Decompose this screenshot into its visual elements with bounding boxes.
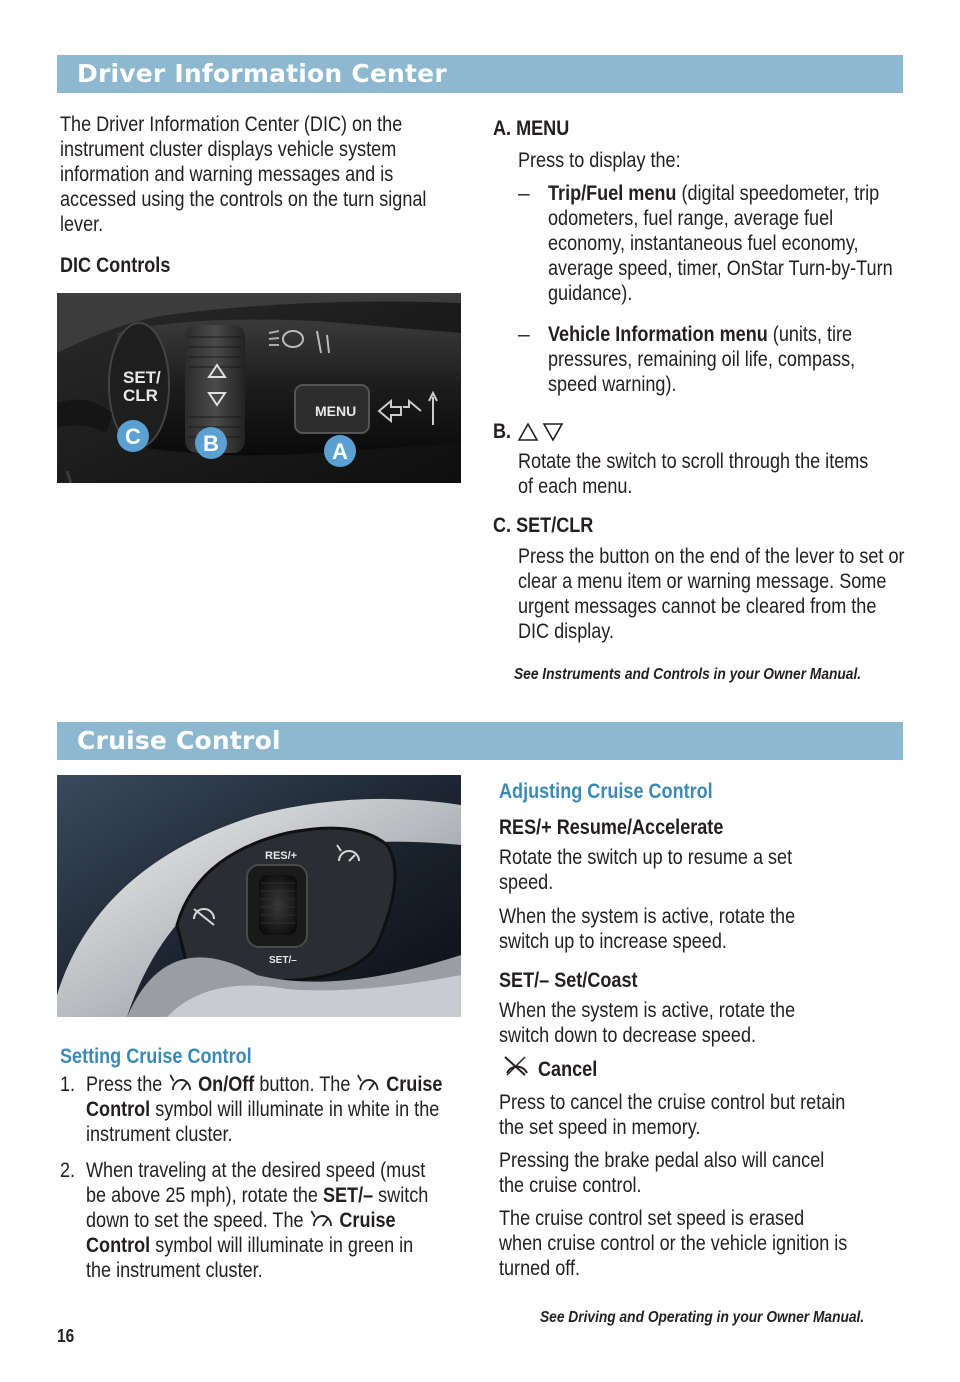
dic-section-title: Driver Information Center xyxy=(77,59,447,88)
cancel-heading: Cancel xyxy=(538,1058,598,1081)
cancel-text-3: The cruise control set speed is erased when cruise control or the vehicle ignition is turned off. xyxy=(499,1207,848,1280)
set-coast-heading: SET/– Set/Coast xyxy=(499,969,638,992)
step-2-text: When traveling at the desired speed (must be above 25 mph), rotate the SET/– switch down to set the speed. The Cruise Control symbol will illuminate in green in the instrument cluster. xyxy=(86,1159,429,1282)
c-label: C. SET/CLR xyxy=(493,514,594,537)
vehicle-info-item: Vehicle Information menu (units, tire pressures, remaining oil life, compass, speed warning). xyxy=(548,323,856,396)
step-1-text: Press the On/Off button. The Cruise Control symbol will illuminate in white in the instrument cluster. xyxy=(86,1073,443,1146)
dic-see-manual: See Instruments and Controls in your Owner Manual. xyxy=(514,666,862,683)
menu-label: MENU xyxy=(315,403,357,419)
cruise-on-off-icon xyxy=(167,1074,193,1094)
dic-controls-heading: DIC Controls xyxy=(60,254,171,277)
dic-section-banner xyxy=(57,55,903,93)
callout-a: A xyxy=(332,439,348,464)
a-press-text: Press to display the: xyxy=(518,149,681,172)
c-text: Press the button on the end of the lever to set or clear a menu item or warning message. Some urgent messages cannot be cleared from the DIC display. xyxy=(518,545,905,643)
dic-intro: The Driver Information Center (DIC) on the instrument cluster displays vehicle system information and warning messages and is accessed using the controls on the turn signal lever. xyxy=(60,113,427,236)
set-label: SET/ xyxy=(123,368,161,387)
cruise-controls-photo xyxy=(57,775,461,1017)
adjusting-cruise-heading: Adjusting Cruise Control xyxy=(499,780,713,803)
scroll-arrows-icon xyxy=(516,421,568,448)
res-heading: RES/+ Resume/Accelerate xyxy=(499,816,724,839)
b-label: B. xyxy=(493,420,512,443)
dic-controls-photo xyxy=(57,293,461,483)
trip-fuel-item: Trip/Fuel menu (digital speedometer, trip odometers, fuel range, average fuel economy, instantaneous fuel economy, average speed, timer, OnStar Turn-by-Turn guidance). xyxy=(548,182,893,305)
res-label: RES/+ xyxy=(265,850,298,862)
cruise-section-banner xyxy=(57,722,903,760)
b-text: Rotate the switch to scroll through the items of each menu. xyxy=(518,450,869,498)
cruise-section-title: Cruise Control xyxy=(77,726,281,755)
set-minus-label: SET/– xyxy=(269,955,297,966)
clr-label: CLR xyxy=(123,386,158,405)
cruise-see-manual: See Driving and Operating in your Owner Manual. xyxy=(540,1309,865,1326)
a-menu-label: A. MENU xyxy=(493,117,570,140)
callout-c: C xyxy=(125,424,141,449)
set-coast-text: When the system is active, rotate the switch down to decrease speed. xyxy=(499,999,796,1047)
res-text-2: When the system is active, rotate the switch up to increase speed. xyxy=(499,905,796,953)
dash-1: – xyxy=(518,182,530,205)
cancel-text-1: Press to cancel the cruise control but retain the set speed in memory. xyxy=(499,1091,846,1139)
dash-2: – xyxy=(518,323,530,346)
cruise-symbol-icon xyxy=(309,1210,335,1230)
callout-b: B xyxy=(203,431,219,456)
setting-cruise-heading: Setting Cruise Control xyxy=(60,1045,252,1068)
page-number: 16 xyxy=(57,1326,75,1346)
res-text-1: Rotate the switch up to resume a set speed. xyxy=(499,846,793,894)
cancel-text-2: Pressing the brake pedal also will cancel the cruise control. xyxy=(499,1149,825,1197)
step-2-number: 2. xyxy=(60,1159,76,1182)
cruise-symbol-icon xyxy=(355,1074,381,1094)
step-1-number: 1. xyxy=(60,1073,76,1096)
cancel-icon xyxy=(501,1055,531,1082)
